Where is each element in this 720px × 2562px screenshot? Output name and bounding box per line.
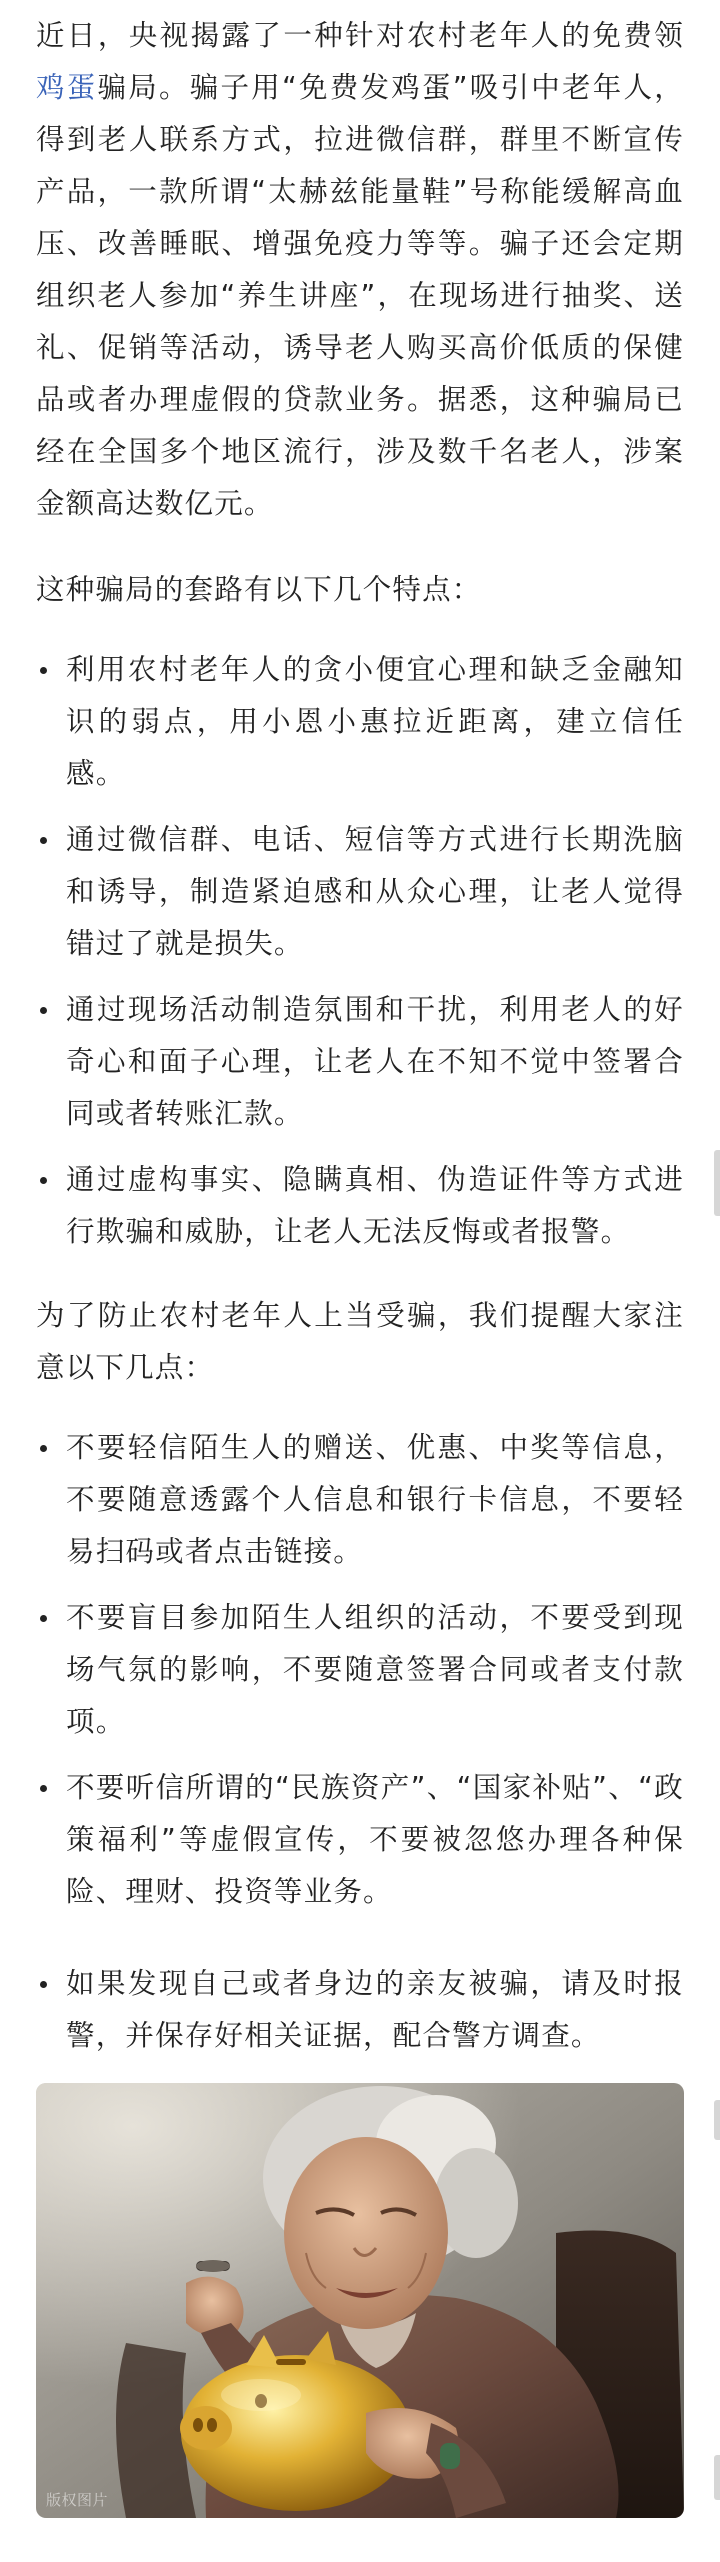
scrollbar-thumb[interactable]: [714, 2455, 720, 2500]
list-item: 通过现场活动制造氛围和干扰，利用老人的好奇心和面子心理，让老人在不知不觉中签署合同或者转账汇款。: [36, 984, 684, 1140]
features-heading: 这种骗局的套路有以下几个特点：: [36, 573, 482, 606]
bullet-icon: [40, 1445, 47, 1452]
photo-watermark: 版权图片: [46, 2491, 109, 2509]
bullet-icon: [40, 1981, 47, 1988]
article-body: [36, 0, 684, 2148]
photo-illustration: [36, 2083, 684, 2518]
list-item: 不要听信所谓的“民族资产”、“国家补贴”、“政策福利”等虚假宣传，不要被忽悠办理各种保险、理财、投资等业务。: [36, 1762, 684, 1918]
intro-text-rest: 骗局。骗子用“免费发鸡蛋”吸引中老年人，得到老人联系方式，拉进微信群，群里不断宣传产品，一款所谓“太赫兹能量鞋”号称能缓解高血压、改善睡眠、增强免疫力等等。骗子还会定期组织老人参加“养生讲座”，在现场进行抽奖、送礼、促销等活动，诱导老人购买高价低质的保健品或者办理虚假的贷款业务。据悉，这种骗局已经在全国多个地区流行，涉及数千名老人，涉案金额高达数亿元。: [36, 71, 685, 520]
tips-list: [36, 1422, 684, 2062]
intro-paragraph: [36, 10, 684, 530]
bullet-icon: [40, 667, 47, 674]
bullet-icon: [40, 1615, 47, 1622]
tips-heading: 为了防止农村老年人上当受骗，我们提醒大家注意以下几点：: [36, 1299, 684, 1384]
list-item: 不要盲目参加陌生人组织的活动，不要受到现场气氛的影响，不要随意签署合同或者支付款项。: [36, 1592, 684, 1748]
bullet-icon: [40, 1177, 47, 1184]
list-item: 通过微信群、电话、短信等方式进行长期洗脑和诱导，制造紧迫感和从众心理，让老人觉得错过了就是损失。: [36, 814, 684, 970]
list-item: 如果发现自己或者身边的亲友被骗，请及时报警，并保存好相关证据，配合警方调查。: [36, 1958, 684, 2062]
list-item: 不要轻信陌生人的赠送、优惠、中奖等信息，不要随意透露个人信息和银行卡信息，不要轻易扫码或者点击链接。: [36, 1422, 684, 1578]
list-item: 利用农村老年人的贪小便宜心理和缺乏金融知识的弱点，用小恩小惠拉近距离，建立信任感。: [36, 644, 684, 800]
features-list: [36, 644, 684, 1258]
egg-keyword-link[interactable]: 鸡蛋: [36, 71, 98, 104]
elderly-woman-piggy-bank-photo[interactable]: [36, 2083, 684, 2518]
bullet-icon: [40, 1785, 47, 1792]
list-item: 通过虚构事实、隐瞒真相、伪造证件等方式进行欺骗和威胁，让老人无法反悔或者报警。: [36, 1154, 684, 1258]
scrollbar-thumb[interactable]: [714, 1150, 720, 1216]
intro-text-start: 近日，央视揭露了一种针对农村老年人的免费领: [36, 19, 684, 52]
bullet-icon: [40, 1007, 47, 1014]
bullet-icon: [40, 837, 47, 844]
scrollbar-thumb[interactable]: [714, 2100, 720, 2140]
